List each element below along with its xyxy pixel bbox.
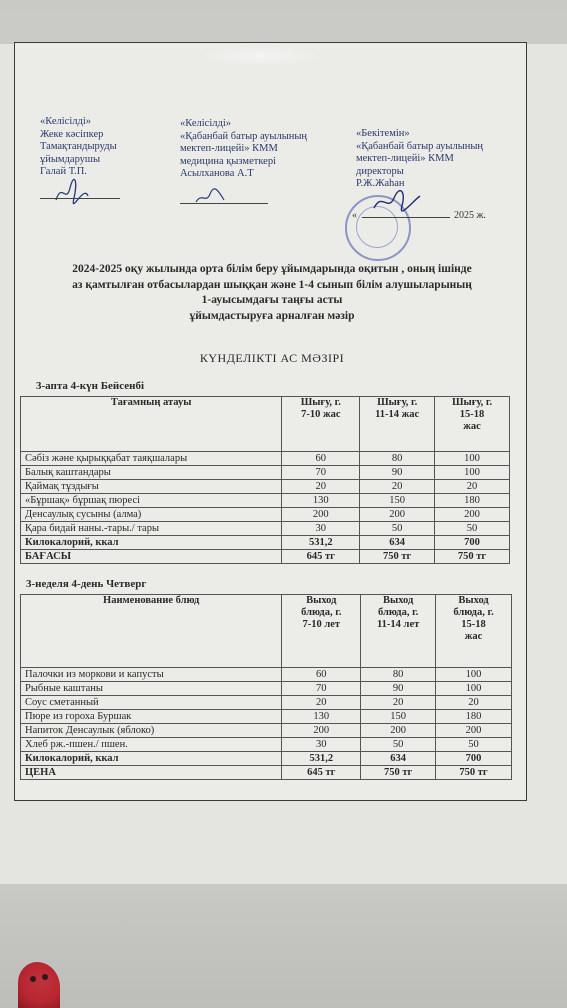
document-heading (22, 262, 522, 324)
table-row: Сәбіз және қырыққабат таяқшалары 60 80 100 (21, 452, 510, 466)
sig-left-line: Жеке кәсіпкер (40, 128, 104, 140)
heading-line: ұйымдастыруға арналған мәзір (189, 309, 355, 322)
signature-scribble-middle (194, 186, 230, 208)
header-portion-7-10: Выход блюда, г. 7-10 лет (282, 595, 361, 668)
menu-table-kk (20, 396, 510, 564)
sig-right-line: Р.Ж.Жаһан (356, 178, 405, 189)
sig-middle-line: мектеп-лицейі» КММ (180, 143, 278, 154)
table-row: Хлеб рж.-пшен./ пшен. 30 50 50 (21, 738, 512, 752)
totals-row-calories: Килокалорий, ккал 531,2 634 700 (21, 752, 512, 766)
heading-line: 2024-2025 оқу жылында орта білім беру ұйымдарында оқитын , оның ішінде (72, 263, 472, 275)
week-label-ru: 3-неделя 4-день Четверг (26, 578, 147, 590)
signature-block-middle (180, 118, 307, 181)
totals-row-price: БАҒАСЫ 645 тг 750 тг 750 тг (21, 550, 510, 564)
header-portion-15-18: Выход блюда, г. 15-18 жас (436, 595, 512, 668)
red-sticker-decoration (18, 962, 60, 1008)
signature-block-right (356, 128, 483, 191)
table-row: Напиток Денсаулык (яблоко) 200 200 200 (21, 724, 512, 738)
table-row: «Бұршақ» бұршақ пюресі 130 150 180 (21, 494, 510, 508)
sig-left-line: ұйымдарушы (40, 153, 101, 165)
sig-right-line: директоры (356, 165, 404, 177)
menu-title: КҮНДЕЛІКТІ АС МӘЗІРІ (199, 351, 345, 365)
table-row: Қара бидай наны.-тары./ тары 30 50 50 (21, 522, 510, 536)
table-row: Рыбные каштаны 70 90 100 (21, 682, 512, 696)
signature-block-left (40, 116, 117, 179)
header-portion-7-10: Шығу, г. 7-10 жас (282, 397, 360, 452)
table-row: Денсаулық сусыны (алма) 200 200 200 (21, 508, 510, 522)
menu-table-ru (20, 594, 512, 780)
header-dish-name: Наименование блюд (21, 595, 282, 668)
paper-fold (200, 46, 320, 66)
sig-left-line: «Келісілді» (40, 116, 91, 127)
sig-middle-line: «Келісілді» (180, 118, 231, 129)
sig-middle-line: медицина қызметкері (180, 155, 276, 167)
table-row: Балық каштандары 70 90 100 (21, 466, 510, 480)
header-portion-11-14: Выход блюда, г. 11-14 лет (361, 595, 436, 668)
date-suffix: 2025 ж. (454, 210, 486, 221)
sig-right-line: «Қабанбай батыр ауылының (356, 140, 484, 152)
table-row: Палочки из моркови и капусты 60 80 100 (21, 668, 512, 682)
sig-middle-line: «Қабанбай батыр ауылының (180, 130, 308, 142)
sig-right-line: «Бекітемін» (356, 128, 410, 139)
signature-scribble-left (52, 178, 92, 208)
sig-left-line: Тамақтандыруды (40, 141, 117, 152)
heading-line: аз қамтылған отбасылардан шыққан және 1-4 сынып білім алушыларының (72, 278, 472, 291)
totals-row-price: ЦЕНА 645 тг 750 тг 750 тг (21, 766, 512, 780)
sig-left-line: Галай Т.П. (40, 166, 87, 177)
date-prefix: « (352, 210, 357, 221)
sig-middle-line: Асылханова А.Т (180, 168, 254, 179)
table-row: Соус сметанный 20 20 20 (21, 696, 512, 710)
week-label-kk: 3-апта 4-күн Бейсенбі (36, 380, 145, 392)
heading-line: 1-ауысымдағы таңғы асты (201, 294, 343, 306)
header-portion-15-18: Шығу, г. 15-18 жас (435, 397, 510, 452)
header-portion-11-14: Шығу, г. 11-14 жас (360, 397, 435, 452)
header-dish-name: Тағамның атауы (21, 397, 282, 452)
approval-date (352, 210, 486, 221)
sig-right-line: мектеп-лицейі» КММ (356, 153, 454, 164)
totals-row-calories: Килокалорий, ккал 531,2 634 700 (21, 536, 510, 550)
table-row: Қаймақ тұздығы 20 20 20 (21, 480, 510, 494)
table-row: Пюре из гороха Буршак 130 150 180 (21, 710, 512, 724)
